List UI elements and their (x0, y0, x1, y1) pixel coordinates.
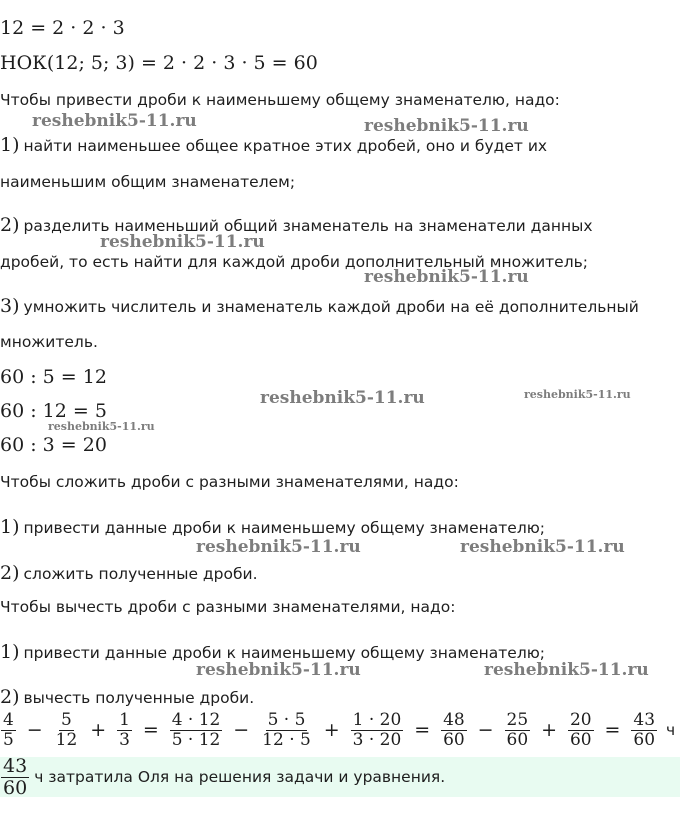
watermark: reshebnik5-11.ru (364, 116, 529, 136)
unit-label: ч (665, 721, 676, 740)
operator: − (477, 719, 494, 742)
denominator: 12 (55, 730, 78, 750)
watermark: reshebnik5-11.ru (100, 232, 265, 252)
fraction (260, 712, 313, 749)
fraction (1, 712, 16, 749)
step-number: 1) (0, 134, 20, 156)
equals-sign: = (414, 719, 431, 742)
denominator: 60 (506, 730, 529, 750)
rule3-intro: Чтобы вычесть дроби с разными знаменателями, надо: (0, 598, 456, 616)
numerator: 25 (506, 710, 529, 730)
rule1-intro: Чтобы привести дроби к наименьшему общему знаменателю, надо: (0, 91, 560, 109)
rule1-step1-cont: наименьшим общим знаменателем; (0, 173, 296, 191)
step-text: разделить наименьший общий знаменатель на знаменатели данных (23, 217, 593, 235)
equals-sign: = (142, 719, 159, 742)
division-line-2: 60 : 12 = 5 (0, 400, 107, 422)
rule1-step3-cont: множитель. (0, 333, 98, 351)
watermark: reshebnik5-11.ru (196, 660, 361, 680)
fraction (351, 712, 404, 749)
watermark: reshebnik5-11.ru (364, 267, 529, 287)
rule2-intro: Чтобы сложить дроби с разными знаменателями, надо: (0, 473, 459, 491)
rule3-step2 (0, 686, 254, 709)
step-number: 1) (0, 641, 20, 663)
result-fraction (631, 712, 657, 749)
numerator: 48 (443, 710, 465, 730)
watermark: reshebnik5-11.ru (48, 420, 155, 433)
rule1-step1 (0, 134, 547, 157)
answer-text: ч затратила Оля на решения задачи и уравнения. (34, 768, 446, 786)
numerator: 4 (3, 710, 14, 730)
numerator: 4 · 12 (171, 710, 221, 730)
step-number: 1) (0, 516, 20, 538)
fraction (117, 712, 132, 749)
equals-sign: = (604, 719, 621, 742)
factorization-line: 12 = 2 · 2 · 3 (0, 17, 125, 39)
denominator: 60 (443, 730, 465, 750)
watermark: reshebnik5-11.ru (484, 660, 649, 680)
step-text: найти наименьшее общее кратное этих дробей, оно и будет их (23, 137, 548, 155)
step-number: 2) (0, 686, 20, 708)
operator: + (541, 719, 558, 742)
step-number: 2) (0, 562, 20, 584)
watermark: reshebnik5-11.ru (32, 111, 197, 131)
denominator: 60 (633, 730, 656, 750)
watermark: reshebnik5-11.ru (196, 537, 361, 557)
operator: + (323, 719, 340, 742)
denominator: 5 · 12 (171, 730, 221, 750)
step-number: 3) (0, 295, 20, 317)
step-text: привести данные дроби к наименьшему общему знаменателю; (23, 519, 546, 537)
numerator: 5 · 5 (267, 710, 306, 730)
rule1-step2-cont: дробей, то есть найти для каждой дроби дополнительный множитель; (0, 253, 588, 271)
step-text: умножить числитель и знаменатель каждой дроби на её дополнительный (23, 298, 639, 316)
step-number: 2) (0, 214, 20, 236)
denominator: 12 · 5 (262, 730, 311, 750)
rule2-step2 (0, 562, 258, 585)
rule1-step3 (0, 295, 639, 318)
operator: − (233, 719, 250, 742)
numerator: 1 (119, 710, 130, 730)
rule2-step1 (0, 516, 545, 539)
answer-banner (0, 754, 680, 799)
watermark: reshebnik5-11.ru (260, 388, 425, 408)
denominator: 3 (119, 730, 130, 750)
numerator: 1 · 20 (352, 710, 402, 730)
answer-fraction (1, 754, 29, 799)
denominator: 60 (569, 730, 592, 750)
operator: − (26, 719, 43, 742)
fraction (568, 712, 594, 749)
lcm-line: НОК(12; 5; 3) = 2 · 2 · 3 · 5 = 60 (0, 52, 318, 74)
denominator: 3 · 20 (352, 730, 402, 750)
fraction (170, 712, 223, 749)
operator: + (90, 719, 107, 742)
fraction (505, 712, 531, 749)
numerator: 5 (61, 710, 72, 730)
numerator: 20 (569, 710, 592, 730)
step-text: привести данные дроби к наименьшему общему знаменателю; (23, 644, 546, 662)
denominator: 5 (3, 730, 14, 750)
fraction (54, 712, 80, 749)
step-text: сложить полученные дроби. (23, 565, 258, 583)
step-text: вычесть полученные дроби. (23, 689, 255, 707)
rule1-step2 (0, 214, 593, 237)
numerator: 43 (3, 754, 28, 777)
watermark: reshebnik5-11.ru (524, 388, 631, 401)
fraction-equation (0, 712, 675, 749)
fraction (441, 712, 467, 749)
denominator: 60 (3, 776, 28, 799)
watermark: reshebnik5-11.ru (460, 537, 625, 557)
division-line-1: 60 : 5 = 12 (0, 366, 107, 388)
numerator: 43 (633, 710, 656, 730)
division-line-3: 60 : 3 = 20 (0, 434, 107, 456)
